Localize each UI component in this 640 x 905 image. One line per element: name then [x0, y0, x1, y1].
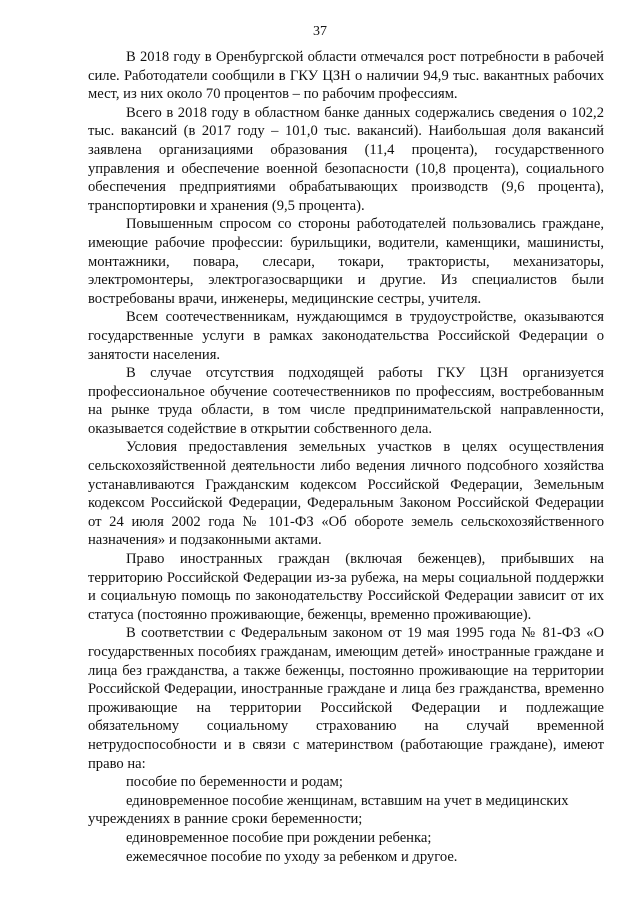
paragraph-vocational-training: В случае отсутствия подходящей работы ГКУ ЦЗН организуется профессиональное обучение соотечественников по профессиям, востребованным на рынке труда области, в том числе предпринимательской направленности, оказывается содействие в открытии собственного дела.: [88, 365, 604, 437]
paragraph-federal-law-benefits: В соответствии с Федеральным законом от 19 мая 1995 года № 81-ФЗ «О государственных пособиях гражданам, имеющим детей» иностранные граждане и лица без гражданства, а также беженцы, постоянно проживающие на территории Российской Федерации, иностранные граждане и лица без гражданства, временно проживающие на территории Российской Федерации и подлежащие обязательному социальному страхованию на случай временной нетрудоспособности и в связи с материнством (работающие граждане), имеют право на:: [88, 625, 604, 772]
benefit-list-item: единовременное пособие женщинам, вставшим на учет в медицинских учреждениях в ранние сроки беременности;: [88, 792, 569, 828]
paragraph-vacancies-databank: Всего в 2018 году в областном банке данных содержались сведения о 102,2 тыс. вакансий (в 2017 году – 101,0 тыс. вакансий). Наибольшая доля вакансий заявлена организациями образования (11,4 процента), государственного управления и обеспечение военной безопасности (10,8 процента), социального обеспечения предприятиями обрабатывающих производств (9,6 процента), транспортировки и хранения (9,5 процента).: [88, 104, 604, 214]
paragraph-demanded-professions: Повышенным спросом со стороны работодателей пользовались граждане, имеющие рабочие профессии: бурильщики, водители, каменщики, машинисты, монтажники, повара, слесари, токари, трактористы, механизаторы, электромонтеры, электрогазосварщики и другие. Из специалистов были востребованы врачи, инженеры, медицинские сестры, учителя.: [88, 216, 604, 307]
paragraph-land-plots: Условия предоставления земельных участков в целях осуществления сельскохозяйственной деятельности либо ведения личного подсобного хозяйства устанавливаются Гражданским кодексом Российской Федерации, Земельным кодексом Российской Федерации, Федеральным Законом Российской Федерации от 24 июля 2002 года № 101-ФЗ «Об обороте земель сельскохозяйственного назначения» и подзаконными актами.: [88, 439, 604, 549]
paragraph-employment-services: Всем соотечественникам, нуждающимся в трудоустройстве, оказываются государственные услуги в рамках законодательства Российской Федерации о занятости населения.: [88, 309, 604, 363]
page-number: 37: [313, 24, 327, 39]
benefit-list-item: ежемесячное пособие по уходу за ребенком и другое.: [126, 848, 458, 865]
paragraph-labor-demand: В 2018 году в Оренбургской области отмечался рост потребности в рабочей силе. Работодатели сообщили в ГКУ ЦЗН о наличии 94,9 тыс. вакантных рабочих мест, из них около 70 процентов – по рабочим профессиям.: [88, 49, 604, 103]
page-body: [88, 48, 604, 866]
benefit-list-item: единовременное пособие при рождении ребенка;: [126, 829, 432, 846]
benefit-list-item: пособие по беременности и родам;: [126, 774, 343, 791]
paragraph-foreign-citizens-rights: Право иностранных граждан (включая беженцев), прибывших на территорию Российской Федерации из-за рубежа, на меры социальной поддержки и социальную помощь по законодательству Российской Федерации зависит от их статуса (постоянно проживающие, беженцы, временно проживающие).: [88, 551, 604, 623]
